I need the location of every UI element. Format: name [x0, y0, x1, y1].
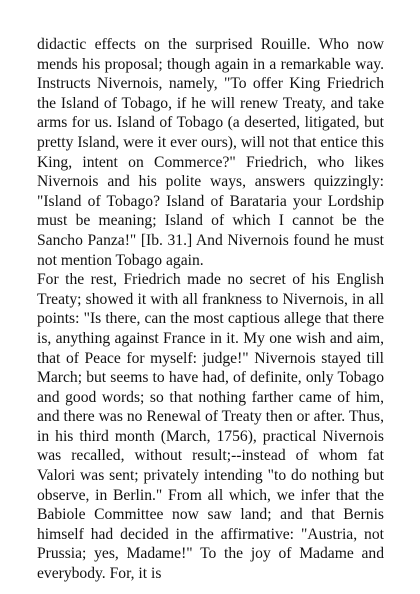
- paragraph-english-treaty: For the rest, Friedrich made no secret of his English Treaty; showed it with all frankness to Nivernois, in all points: "Is there, can the most captious allege that there is, anything against France in it. My one wish and aim, that of Peace for myself: judge!" Nivernois stayed till March; but seems to have had, of definite, only Tobago and good words; so that nothing farther came of him, and there was no Renewal of Treaty then or after. Thus, in his third month (March, 1756), practical Nivernois was recalled, without result;--instead of whom fat Valori was sent; privately intending "to do nothing but observe, in Berlin." From all which, we infer that the Babiole Committee now saw land; and that Bernis himself had decided in the affirmative: "Austria, not Prussia; yes, Madame!" To the joy of Madame and everybody. For, it is: [37, 271, 384, 583]
- paragraph-tobago: didactic effects on the surprised Rouille. Who now mends his proposal; though again in a remarkable way. Instructs Nivernois, namely, "To offer King Friedrich the Island of Tobago, if he will renew Treaty, and take arms for us. Island of Tobago (a deserted, litigated, but pretty Island, were it ever ours), will not that entice this King, intent on Commerce?" Friedrich, who likes Nivernois and his polite ways, answers quizzingly: "Island of Tobago? Island of Barataria your Lordship must be meaning; Island of which I cannot be the Sancho Panza!" [Ib. 31.] And Nivernois found he must not mention Tobago again.: [37, 36, 384, 269]
- page-text: [37, 35, 384, 584]
